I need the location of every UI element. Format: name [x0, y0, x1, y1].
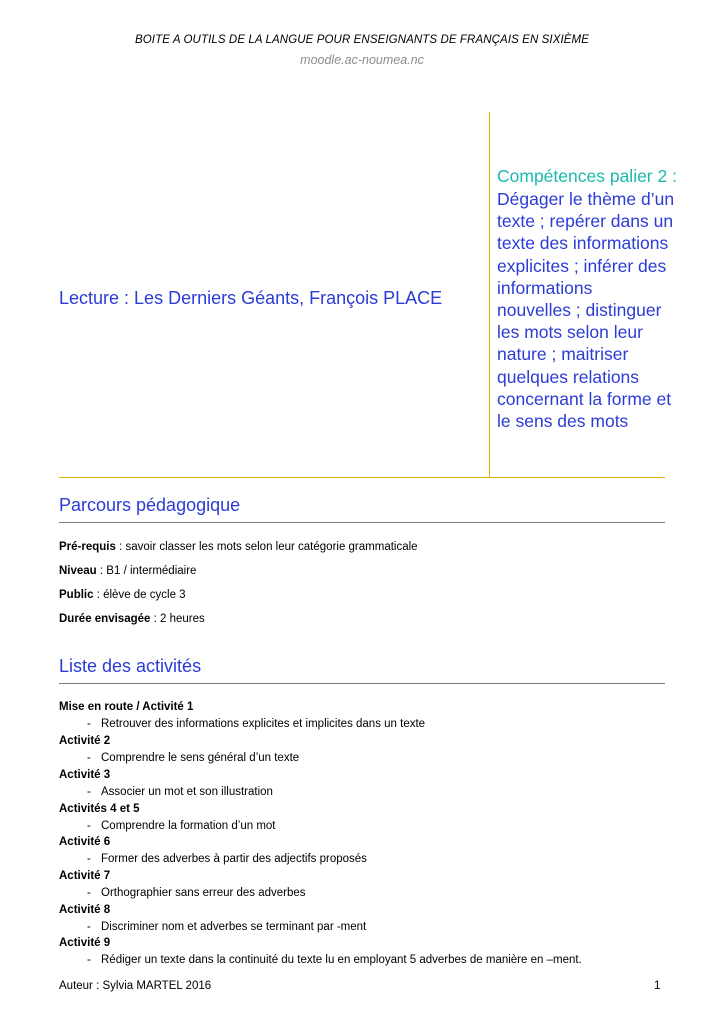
parcours-title: Parcours pédagogique — [59, 495, 241, 515]
table-bottom-border — [59, 477, 665, 478]
info-label: Niveau — [59, 565, 97, 577]
activity-item-text: Rédiger un texte dans la continuité du texte lu en employant 5 adverbes de manière en –ment. — [101, 954, 582, 966]
info-value: : élève de cycle 3 — [93, 589, 186, 601]
info-value: : B1 / intermédiaire — [96, 565, 197, 577]
info-value: : 2 heures — [150, 613, 205, 625]
footer-author: Auteur : Sylvia MARTEL 2016 — [59, 980, 212, 992]
competences-heading: Compétences palier 2 : — [497, 166, 677, 186]
activity-item: - Comprendre la formation d’un mot — [87, 820, 276, 832]
activity-title: Activité 7 — [59, 870, 111, 882]
competences-line: Dégager le thème d’un — [497, 189, 675, 209]
competences-line: quelques relations — [497, 366, 640, 387]
activity-item-text: Retrouver des informations explicites et implicites dans un texte — [101, 718, 426, 730]
competences-line: texte des informations — [497, 233, 669, 254]
activites-title: Liste des activités — [59, 656, 202, 676]
activity-title: Activité 6 — [59, 836, 111, 848]
activity-item: - Orthographier sans erreur des adverbes — [87, 887, 306, 899]
activity-title: Activité 9 — [59, 937, 111, 949]
table-vertical-divider — [489, 112, 490, 478]
activity-item: - Rédiger un texte dans la continuité du texte lu en employant 5 adverbes de manière en –ment. — [87, 954, 582, 966]
info-duree — [59, 613, 205, 625]
activity-title: Mise en route / Activité 1 — [59, 701, 194, 713]
document-header-title: BOITE A OUTILS DE LA LANGUE POUR ENSEIGNANTS DE FRANÇAIS EN SIXIÈME — [134, 34, 589, 46]
info-prerequis — [59, 541, 418, 553]
competences-line: concernant la forme et — [497, 388, 672, 409]
page-number: 1 — [654, 980, 661, 992]
activity-item: - Associer un mot et son illustration — [87, 786, 273, 798]
activity-item-text: Orthographier sans erreur des adverbes — [101, 887, 306, 899]
lecture-title: Lecture : Les Derniers Géants, François PLACE — [59, 288, 443, 308]
info-value: : savoir classer les mots selon leur catégorie grammaticale — [115, 541, 418, 553]
info-label: Durée envisagée — [59, 613, 151, 625]
info-public — [59, 589, 186, 601]
activity-item: - Former des adverbes à partir des adjectifs proposés — [87, 853, 367, 865]
competences-text — [497, 188, 697, 432]
competences-line: texte ; repérer dans un — [497, 211, 674, 232]
activity-item: - Comprendre le sens général d’un texte — [87, 752, 300, 764]
info-label: Public — [59, 589, 94, 601]
activites-rule — [59, 683, 665, 684]
activity-item-text: Comprendre le sens général d’un texte — [101, 752, 300, 764]
activity-item-text: Associer un mot et son illustration — [101, 786, 273, 798]
competences-line: informations — [497, 277, 593, 298]
parcours-rule — [59, 522, 665, 523]
activity-item-text: Discriminer nom et adverbes se terminant par -ment — [101, 921, 367, 933]
competences-line: les mots selon leur — [497, 322, 643, 343]
competences-line: nature ; maitriser — [497, 344, 629, 365]
activity-item: - Discriminer nom et adverbes se terminant par -ment — [87, 921, 367, 933]
activity-item-text: Comprendre la formation d’un mot — [101, 820, 276, 832]
info-label: Pré-requis — [59, 541, 116, 553]
info-niveau — [59, 565, 196, 577]
activity-item: - Retrouver des informations explicites et implicites dans un texte — [87, 718, 426, 730]
competences-line: nouvelles ; distinguer — [497, 300, 662, 321]
activity-title: Activité 8 — [59, 904, 111, 916]
competences-line: le sens des mots — [497, 411, 629, 432]
competences-line: explicites ; inférer des — [497, 255, 667, 276]
activity-title: Activité 3 — [59, 769, 111, 781]
activity-item-text: Former des adverbes à partir des adjectifs proposés — [101, 853, 367, 865]
document-header-site: moodle.ac-noumea.nc — [300, 53, 424, 67]
activity-title: Activité 2 — [59, 735, 111, 747]
activity-title: Activités 4 et 5 — [59, 803, 140, 815]
